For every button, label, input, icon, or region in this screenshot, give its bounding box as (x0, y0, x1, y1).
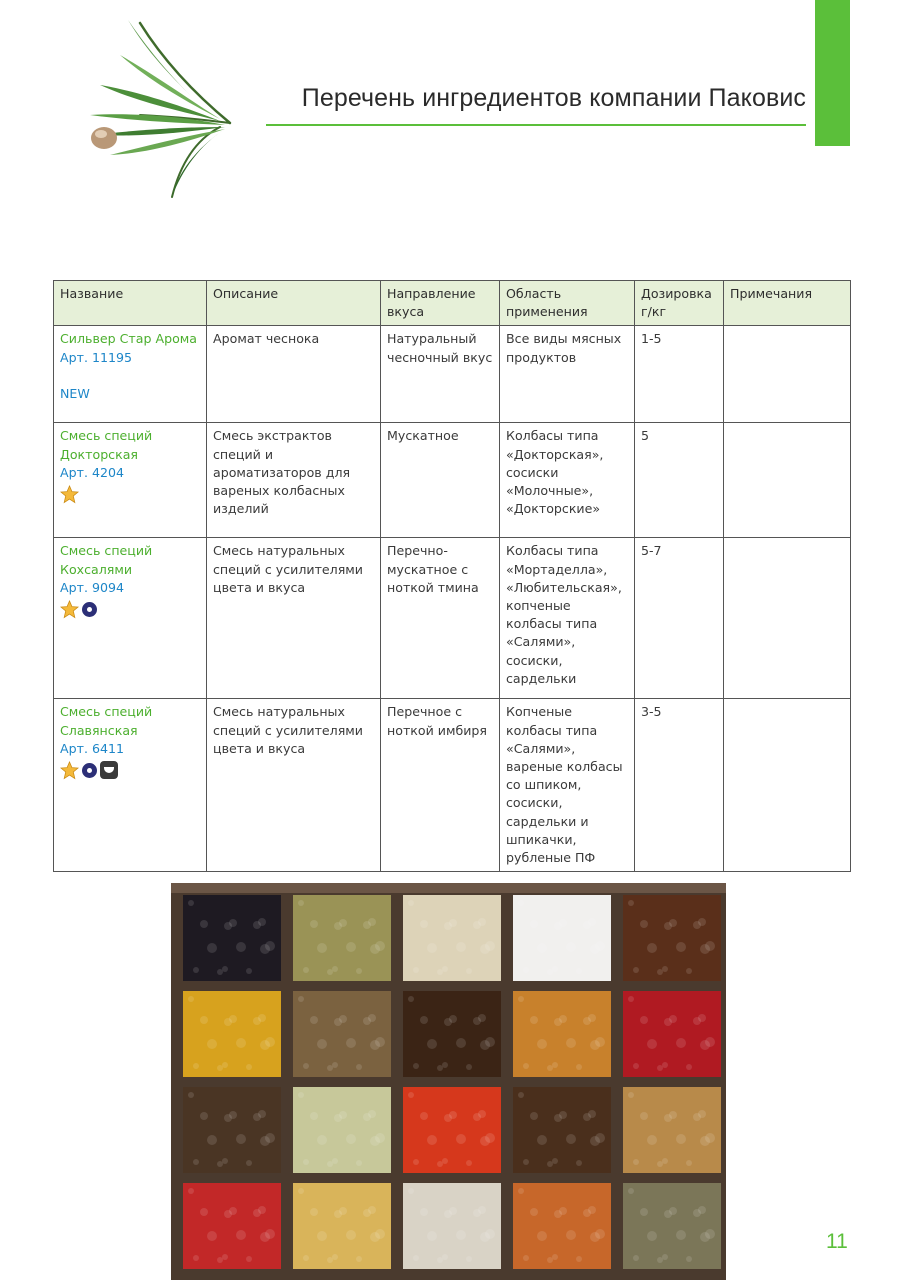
badge-group (60, 484, 200, 504)
spice-grain (413, 1255, 419, 1261)
header-notes: Примечания (724, 281, 851, 326)
spice-grain (258, 1110, 266, 1118)
spice-grain (317, 1135, 327, 1145)
spice-grain (375, 1037, 385, 1047)
spice-grain (356, 968, 362, 974)
spice-grain (552, 1158, 558, 1164)
spice-grain (229, 1207, 237, 1215)
spice-grain (346, 1230, 356, 1240)
spice-grain (222, 1254, 228, 1260)
spice-grain (530, 1016, 538, 1024)
cell-name (54, 538, 207, 699)
badge-group (60, 760, 200, 780)
spice-grain (595, 1229, 605, 1239)
dot-icon (82, 763, 97, 778)
spice-grain (437, 1065, 443, 1071)
spice-grain (229, 1111, 237, 1119)
spice-grain (193, 967, 199, 973)
product-article: Арт. 4204 (60, 464, 125, 480)
spice-grain (207, 1135, 217, 1145)
new-label: NEW (60, 385, 90, 401)
spice-grain (449, 1207, 457, 1215)
cell-notes (724, 326, 851, 423)
spice-grain (310, 1112, 318, 1120)
cell-description: Смесь натуральных специй с усилителями цвета и вкуса (207, 538, 381, 699)
badge-group (60, 599, 200, 619)
page-number: 11 (826, 1230, 848, 1253)
star-icon (60, 485, 79, 504)
spice-grain (246, 1256, 252, 1262)
spice-grain (368, 918, 376, 926)
spice-grain (303, 1063, 309, 1069)
spice-grain (188, 996, 194, 1002)
spice-grain (413, 1159, 419, 1165)
spice-grain (317, 943, 327, 953)
spice-grain (595, 1037, 605, 1047)
dot-icon (82, 602, 97, 617)
spice-grain (356, 1064, 362, 1070)
spice-grain (193, 1063, 199, 1069)
spice-grain (537, 1039, 547, 1049)
cell-flavor: Перечно-мускатное с ноткой тмина (381, 538, 500, 699)
spice-grain (547, 1065, 553, 1071)
spice-grain (332, 966, 338, 972)
spice-grain (310, 1208, 318, 1216)
cell-description: Смесь натуральных специй с усилителями цвета и вкуса (207, 699, 381, 872)
spice-grain (298, 1092, 304, 1098)
spice-grain (686, 1064, 692, 1070)
spice-grain (676, 1038, 686, 1048)
spice-grain (705, 1133, 715, 1143)
spice-grain (657, 1161, 663, 1167)
spice-grain (669, 1111, 677, 1119)
spice-grain (485, 1229, 495, 1239)
spice-grain (408, 1092, 414, 1098)
spice-grain (427, 1135, 437, 1145)
spice-grain (485, 1037, 495, 1047)
spice-grain (229, 919, 237, 927)
spice-grain (628, 1092, 634, 1098)
spice-grain (662, 1254, 668, 1260)
table-row (54, 699, 851, 872)
cell-description: Аромат чеснока (207, 326, 381, 423)
spice-grain (332, 1062, 338, 1068)
spice-grain (669, 1015, 677, 1023)
spice-grain (339, 1207, 347, 1215)
spice-grain (442, 1062, 448, 1068)
product-name: Смесь специй Докторская (60, 428, 153, 462)
spice-grain (427, 943, 437, 953)
spice-grain (588, 1206, 596, 1214)
spice-grain (640, 1208, 648, 1216)
spice-grain (552, 1254, 558, 1260)
ingredients-table (53, 280, 851, 872)
spice-grain (466, 968, 472, 974)
spice-grain (559, 1111, 567, 1119)
spice-grain (705, 941, 715, 951)
cell-flavor: Перечное с ноткой имбиря (381, 699, 500, 872)
spice-grain (339, 919, 347, 927)
spice-grain (298, 996, 304, 1002)
spice-grain (222, 1158, 228, 1164)
spice-grain (427, 1039, 437, 1049)
spice-grain (368, 1110, 376, 1118)
spice-grain (420, 1016, 428, 1024)
spice-grain (633, 1159, 639, 1165)
spice-grain (518, 1188, 524, 1194)
spice-grain (188, 900, 194, 906)
cell-flavor: Натуральный чесночный вкус (381, 326, 500, 423)
spice-grain (576, 1064, 582, 1070)
spice-grain (207, 1039, 217, 1049)
spice-grain (466, 1064, 472, 1070)
spice-grain (628, 996, 634, 1002)
spice-grain (518, 1092, 524, 1098)
spice-grain (518, 900, 524, 906)
spice-grain (657, 1257, 663, 1263)
rosemary-sprig-image (80, 15, 240, 205)
spice-grain (566, 1038, 576, 1048)
spice-grain (647, 1039, 657, 1049)
spice-grain (566, 1134, 576, 1144)
spice-grain (188, 1188, 194, 1194)
spice-grain (588, 1110, 596, 1118)
spice-grain (246, 1160, 252, 1166)
spice-grain (657, 1065, 663, 1071)
spice-grain (346, 942, 356, 952)
spice-grain (420, 1112, 428, 1120)
spice-grain (588, 918, 596, 926)
spice-grain (327, 1257, 333, 1263)
table-header-row (54, 281, 851, 326)
spice-grain (566, 1230, 576, 1240)
spice-grain (523, 1159, 529, 1165)
spice-grain (478, 1206, 486, 1214)
spice-grain (588, 1014, 596, 1022)
spice-grain (530, 1208, 538, 1216)
spice-grain (640, 920, 648, 928)
spice-grain (705, 1229, 715, 1239)
spice-grain (408, 996, 414, 1002)
spice-grain (523, 1255, 529, 1261)
header-name: Название (54, 281, 207, 326)
cell-application: Колбасы типа «Докторская», сосиски «Молочные», «Докторские» (500, 423, 635, 538)
spice-grain (222, 1062, 228, 1068)
spice-grain (640, 1016, 648, 1024)
spice-grain (375, 1133, 385, 1143)
spice-grain (298, 900, 304, 906)
spice-grain (698, 918, 706, 926)
spice-grain (552, 966, 558, 972)
spice-grain (449, 1015, 457, 1023)
header-application: Область применения (500, 281, 635, 326)
spice-grain (193, 1159, 199, 1165)
spice-grain (265, 941, 275, 951)
spice-grain (547, 969, 553, 975)
spice-grain (485, 941, 495, 951)
spice-grain (217, 969, 223, 975)
spice-grain (485, 1133, 495, 1143)
spice-grain (346, 1038, 356, 1048)
spice-grain (207, 943, 217, 953)
spice-grain (698, 1206, 706, 1214)
spice-grain (310, 1016, 318, 1024)
product-name: Смесь специй Славянская (60, 704, 153, 738)
spice-grain (408, 900, 414, 906)
spice-grain (200, 1112, 208, 1120)
spice-grain (246, 1064, 252, 1070)
page-title: Перечень ингредиентов компании Паковис (301, 84, 806, 112)
spice-grain (427, 1231, 437, 1241)
spice-grain (346, 1134, 356, 1144)
spice-grain (676, 1134, 686, 1144)
spice-grain (547, 1161, 553, 1167)
spice-grain (686, 1160, 692, 1166)
spice-grain (647, 1135, 657, 1145)
spice-grain (442, 1158, 448, 1164)
header-flavor: Направление вкуса (381, 281, 500, 326)
spice-grain (576, 1160, 582, 1166)
spice-grain (332, 1158, 338, 1164)
spice-grain (317, 1231, 327, 1241)
table-row (54, 423, 851, 538)
spice-grain (662, 966, 668, 972)
cell-notes (724, 423, 851, 538)
cell-notes (724, 538, 851, 699)
product-article: Арт. 9094 (60, 579, 125, 595)
spice-grain (222, 966, 228, 972)
spice-grain (265, 1037, 275, 1047)
spice-grain (258, 918, 266, 926)
table-row (54, 326, 851, 423)
spice-grain (552, 1062, 558, 1068)
spice-grain (518, 996, 524, 1002)
spice-grain (356, 1256, 362, 1262)
spice-grain (647, 1231, 657, 1241)
spice-grain (188, 1092, 194, 1098)
spice-grain (686, 968, 692, 974)
cell-application: Копченые колбасы типа «Салями», вареные колбасы со шпиком, сосиски, сардельки и шпикачки, рубленые ПФ (500, 699, 635, 872)
cell-application: Колбасы типа «Мортаделла», «Любительская», копченые колбасы типа «Салями», сосиски, сардельки (500, 538, 635, 699)
spice-grain (530, 920, 538, 928)
spice-grain (537, 1231, 547, 1241)
spice-grain (413, 967, 419, 973)
spice-grain (420, 920, 428, 928)
spice-grain (676, 942, 686, 952)
cell-dosage: 1-5 (635, 326, 724, 423)
spice-grain (478, 918, 486, 926)
title-underline (266, 124, 806, 126)
star-icon (60, 600, 79, 619)
spice-grain (327, 969, 333, 975)
spice-grain (193, 1255, 199, 1261)
cell-notes (724, 699, 851, 872)
spice-grain (317, 1039, 327, 1049)
cell-dosage: 5-7 (635, 538, 724, 699)
spice-grain (442, 1254, 448, 1260)
spice-grain (449, 919, 457, 927)
spice-grain (456, 942, 466, 952)
spice-grain (698, 1014, 706, 1022)
spice-grain (537, 943, 547, 953)
spice-grain (633, 967, 639, 973)
spice-grain (236, 1134, 246, 1144)
spice-grain (236, 1230, 246, 1240)
product-article: Арт. 11195 (60, 349, 133, 365)
spice-grain (356, 1160, 362, 1166)
header-dosage: Дозировка г/кг (635, 281, 724, 326)
cell-dosage: 5 (635, 423, 724, 538)
spice-grain (339, 1111, 347, 1119)
spice-grain (523, 1063, 529, 1069)
spice-box-photo (171, 883, 726, 1280)
spice-grain (437, 1161, 443, 1167)
spice-grain (408, 1188, 414, 1194)
spice-grain (298, 1188, 304, 1194)
spice-grain (595, 1133, 605, 1143)
spice-grain (258, 1014, 266, 1022)
spice-grain (217, 1161, 223, 1167)
header-description: Описание (207, 281, 381, 326)
spice-grain (303, 1159, 309, 1165)
spice-grain (420, 1208, 428, 1216)
cell-description: Смесь экстрактов специй и ароматизаторов для вареных колбасных изделий (207, 423, 381, 538)
spice-grain (628, 1188, 634, 1194)
spice-grain (200, 1016, 208, 1024)
spice-grain (332, 1254, 338, 1260)
spice-grain (633, 1063, 639, 1069)
spice-grain (640, 1112, 648, 1120)
spice-grain (576, 968, 582, 974)
spice-grain (246, 968, 252, 974)
spice-grain (547, 1257, 553, 1263)
cell-name (54, 423, 207, 538)
spice-grain (303, 967, 309, 973)
spice-grain (559, 919, 567, 927)
spice-grain (310, 920, 318, 928)
spice-grain (229, 1015, 237, 1023)
spice-grain (530, 1112, 538, 1120)
spice-grain (339, 1015, 347, 1023)
spice-grain (368, 1206, 376, 1214)
spice-grain (559, 1207, 567, 1215)
spice-grain (559, 1015, 567, 1023)
spice-grain (698, 1110, 706, 1118)
spice-grain (413, 1063, 419, 1069)
spice-grain (657, 969, 663, 975)
spice-grain (705, 1037, 715, 1047)
spice-grain (662, 1062, 668, 1068)
spice-grain (442, 966, 448, 972)
spice-grain (258, 1206, 266, 1214)
cell-name (54, 699, 207, 872)
spice-grain (523, 967, 529, 973)
spice-grain (466, 1160, 472, 1166)
spice-grain (236, 1038, 246, 1048)
spice-grain (456, 1230, 466, 1240)
spice-grain (437, 969, 443, 975)
spice-grain (375, 1229, 385, 1239)
spice-grain (217, 1065, 223, 1071)
product-name: Сильвер Стар Арома (60, 331, 197, 347)
green-corner-tab (815, 0, 850, 146)
spice-grain (669, 1207, 677, 1215)
spice-grain (628, 900, 634, 906)
spice-grain (466, 1256, 472, 1262)
spice-grain (456, 1134, 466, 1144)
table-row (54, 538, 851, 699)
spice-grain (236, 942, 246, 952)
cell-application: Все виды мясных продуктов (500, 326, 635, 423)
spice-grain (595, 941, 605, 951)
spice-grain (566, 942, 576, 952)
spice-grain (686, 1256, 692, 1262)
spice-grain (676, 1230, 686, 1240)
spice-grain (537, 1135, 547, 1145)
spice-grain (265, 1229, 275, 1239)
cup-icon (100, 761, 118, 779)
spice-grain (200, 920, 208, 928)
spice-grain (327, 1161, 333, 1167)
spice-grain (576, 1256, 582, 1262)
spice-grain (478, 1014, 486, 1022)
cell-flavor: Мускатное (381, 423, 500, 538)
cell-dosage: 3-5 (635, 699, 724, 872)
spice-grain (662, 1158, 668, 1164)
spice-grain (368, 1014, 376, 1022)
cell-name (54, 326, 207, 423)
spice-grain (327, 1065, 333, 1071)
star-icon (60, 761, 79, 780)
spice-grain (456, 1038, 466, 1048)
spice-grain (265, 1133, 275, 1143)
spice-grain (217, 1257, 223, 1263)
product-name: Смесь специй Кохсалями (60, 543, 153, 577)
spice-grain (633, 1255, 639, 1261)
spice-grain (647, 943, 657, 953)
spice-grain (303, 1255, 309, 1261)
spice-grain (437, 1257, 443, 1263)
spice-grain (207, 1231, 217, 1241)
spice-grain (200, 1208, 208, 1216)
product-article: Арт. 6411 (60, 740, 125, 756)
spice-grain (478, 1110, 486, 1118)
spice-grain (375, 941, 385, 951)
spice-grain (669, 919, 677, 927)
spice-grain (449, 1111, 457, 1119)
